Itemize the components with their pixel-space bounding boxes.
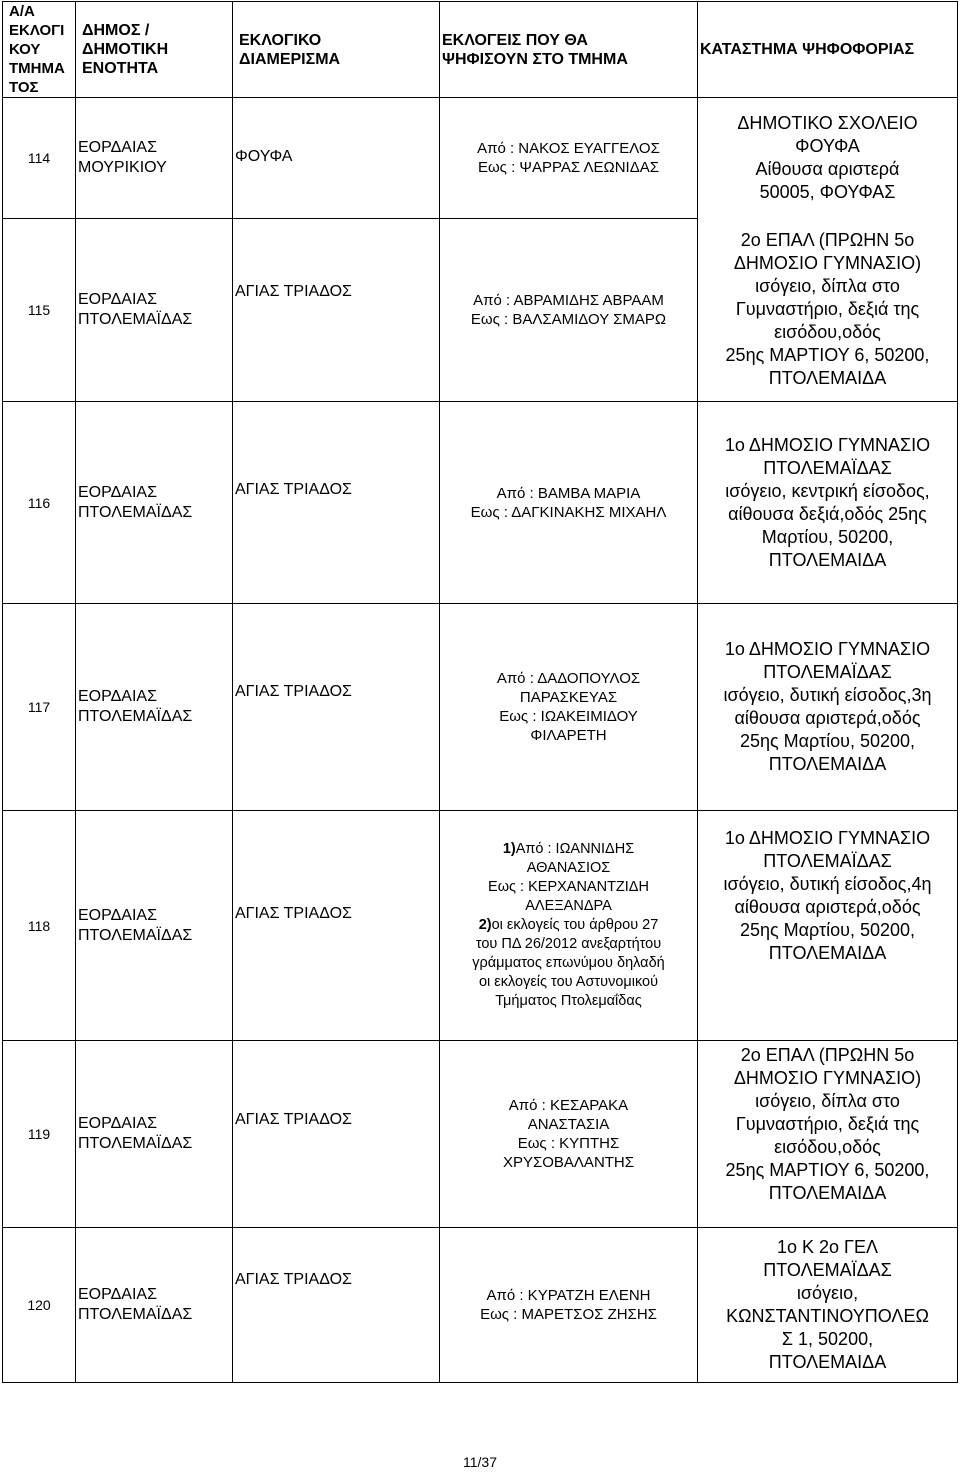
row-station: 2ο ΕΠΑΛ (ΠΡΩΗΝ 5ο ΔΗΜΟΣΙΟ ΓΥΜΝΑΣΙΟ) ισόγειο, δίπλα στο Γυμναστήριο, δεξιά της εισόδου,οδός 25ης ΜΑΡΤΙΟΥ 6, 50200, ΠΤΟΛΕΜΑΙΔΑ	[698, 219, 958, 402]
row-voters: Από : ΚΕΣΑΡΑΚΑ ΑΝΑΣΤΑΣΙΑ Εως : ΚΥΠΤΗΣ ΧΡΥΣΟΒΑΛΑΝΤΗΣ	[440, 1041, 698, 1228]
row-station: 2ο ΕΠΑΛ (ΠΡΩΗΝ 5ο ΔΗΜΟΣΙΟ ΓΥΜΝΑΣΙΟ) ισόγειο, δίπλα στο Γυμναστήριο, δεξιά της εισόδου,οδός 25ης ΜΑΡΤΙΟΥ 6, 50200, ΠΤΟΛΕΜΑΙΔΑ	[698, 1041, 958, 1228]
table-row	[3, 402, 958, 604]
row-station: ΔΗΜΟΤΙΚΟ ΣΧΟΛΕΙΟ ΦΟΥΦΑ Αίθουσα αριστερά 50005, ΦΟΥΦΑΣ	[698, 98, 958, 219]
row-number: 116	[3, 402, 76, 604]
table-row	[3, 811, 958, 1041]
table-row	[3, 1041, 958, 1228]
row-number: 119	[3, 1041, 76, 1228]
row-municipality: ΕΟΡΔΑΙΑΣ ΠΤΟΛΕΜΑΪΔΑΣ	[76, 402, 233, 604]
row-number: 115	[3, 219, 76, 402]
table-row	[3, 98, 958, 219]
page-number: 11/37	[463, 1454, 497, 1470]
row-voters: Από : ΑΒΡΑΜΙΔΗΣ ΑΒΡΑΑΜ Εως : ΒΑΛΣΑΜΙΔΟΥ ΣΜΑΡΩ	[440, 219, 698, 402]
header-municipality: ΔΗΜΟΣ / ΔΗΜΟΤΙΚΗ ΕΝΟΤΗΤΑ	[76, 2, 233, 98]
table-row	[3, 1228, 958, 1383]
header-station: ΚΑΤΑΣΤΗΜΑ ΨΗΦΟΦΟΡΙΑΣ	[698, 2, 958, 98]
row-voters: Από : ΚΥΡΑΤΖΗ ΕΛΕΝΗ Εως : ΜΑΡΕΤΣΟΣ ΖΗΣΗΣ	[440, 1228, 698, 1383]
header-district: ΕΚΛΟΓΙΚΟ ΔΙΑΜΕΡΙΣΜΑ	[233, 2, 440, 98]
row-number: 118	[3, 811, 76, 1041]
row-number: 120	[3, 1228, 76, 1383]
row-municipality: ΕΟΡΔΑΙΑΣ ΠΤΟΛΕΜΑΪΔΑΣ	[76, 1041, 233, 1228]
row-district: ΑΓΙΑΣ ΤΡΙΑΔΟΣ	[233, 1228, 440, 1383]
row-municipality: ΕΟΡΔΑΙΑΣ ΠΤΟΛΕΜΑΪΔΑΣ	[76, 604, 233, 811]
row-district: ΑΓΙΑΣ ΤΡΙΑΔΟΣ	[233, 604, 440, 811]
row-municipality: ΕΟΡΔΑΙΑΣ ΜΟΥΡΙΚΙΟΥ	[76, 98, 233, 219]
row-station: 1ο ΔΗΜΟΣΙΟ ΓΥΜΝΑΣΙΟ ΠΤΟΛΕΜΑΪΔΑΣ ισόγειο, δυτική είσοδος,3η αίθουσα αριστερά,οδός 25ης Μαρτίου, 50200, ΠΤΟΛΕΜΑΙΔΑ	[698, 604, 958, 811]
row-municipality: ΕΟΡΔΑΙΑΣ ΠΤΟΛΕΜΑΪΔΑΣ	[76, 811, 233, 1041]
header-voters: ΕΚΛΟΓΕΙΣ ΠΟΥ ΘΑ ΨΗΦΙΣΟΥΝ ΣΤΟ ΤΜΗΜΑ	[440, 2, 698, 98]
row-voters: Από : ΒΑΜΒΑ ΜΑΡΙΑ Εως : ΔΑΓΚΙΝΑΚΗΣ ΜΙΧΑΗΛ	[440, 402, 698, 604]
row-number: 117	[3, 604, 76, 811]
header-number: Α/Α ΕΚΛΟΓΙ ΚΟΥ ΤΜΗΜΑ ΤΟΣ	[3, 2, 76, 98]
row-station: 1ο ΔΗΜΟΣΙΟ ΓΥΜΝΑΣΙΟ ΠΤΟΛΕΜΑΪΔΑΣ ισόγειο, δυτική είσοδος,4η αίθουσα αριστερά,οδός 25ης Μαρτίου, 50200, ΠΤΟΛΕΜΑΙΔΑ	[698, 811, 958, 1041]
row-municipality: ΕΟΡΔΑΙΑΣ ΠΤΟΛΕΜΑΪΔΑΣ	[76, 219, 233, 402]
row-district: ΦΟΥΦΑ	[233, 98, 440, 219]
table-row	[3, 604, 958, 811]
row-municipality: ΕΟΡΔΑΙΑΣ ΠΤΟΛΕΜΑΪΔΑΣ	[76, 1228, 233, 1383]
table-row	[3, 219, 958, 402]
row-voters: 1)Από : ΙΩΑΝΝΙΔΗΣ ΑΘΑΝΑΣΙΟΣ Εως : ΚΕΡΧΑΝΑΝΤΖΙΔΗ ΑΛΕΞΑΝΔΡΑ 2)οι εκλογείς του άρθρου 27 του ΠΔ 26/2012 ανεξαρτήτου γράμματος επωνύμου δηλαδή οι εκλογείς του Αστυνομικού Τμήματος Πτολεμαΐδας	[440, 811, 698, 1041]
polling-stations-table	[2, 1, 958, 1383]
row-district: ΑΓΙΑΣ ΤΡΙΑΔΟΣ	[233, 1041, 440, 1228]
row-voters: Από : ΔΑΔΟΠΟΥΛΟΣ ΠΑΡΑΣΚΕΥΑΣ Εως : ΙΩΑΚΕΙΜΙΔΟΥ ΦΙΛΑΡΕΤΗ	[440, 604, 698, 811]
row-station: 1ο Κ 2ο ΓΕΛ ΠΤΟΛΕΜΑΪΔΑΣ ισόγειο, ΚΩΝΣΤΑΝΤΙΝΟΥΠΟΛΕΩ Σ 1, 50200, ΠΤΟΛΕΜΑΙΔΑ	[698, 1228, 958, 1383]
row-district: ΑΓΙΑΣ ΤΡΙΑΔΟΣ	[233, 402, 440, 604]
row-district: ΑΓΙΑΣ ΤΡΙΑΔΟΣ	[233, 219, 440, 402]
row-voters: Από : ΝΑΚΟΣ ΕΥΑΓΓΕΛΟΣ Εως : ΨΑΡΡΑΣ ΛΕΩΝΙΔΑΣ	[440, 98, 698, 219]
row-number: 114	[3, 98, 76, 219]
row-district: ΑΓΙΑΣ ΤΡΙΑΔΟΣ	[233, 811, 440, 1041]
row-station: 1ο ΔΗΜΟΣΙΟ ΓΥΜΝΑΣΙΟ ΠΤΟΛΕΜΑΪΔΑΣ ισόγειο, κεντρική είσοδος, αίθουσα δεξιά,οδός 25ης Μαρτίου, 50200, ΠΤΟΛΕΜΑΙΔΑ	[698, 402, 958, 604]
header-row	[3, 2, 958, 98]
